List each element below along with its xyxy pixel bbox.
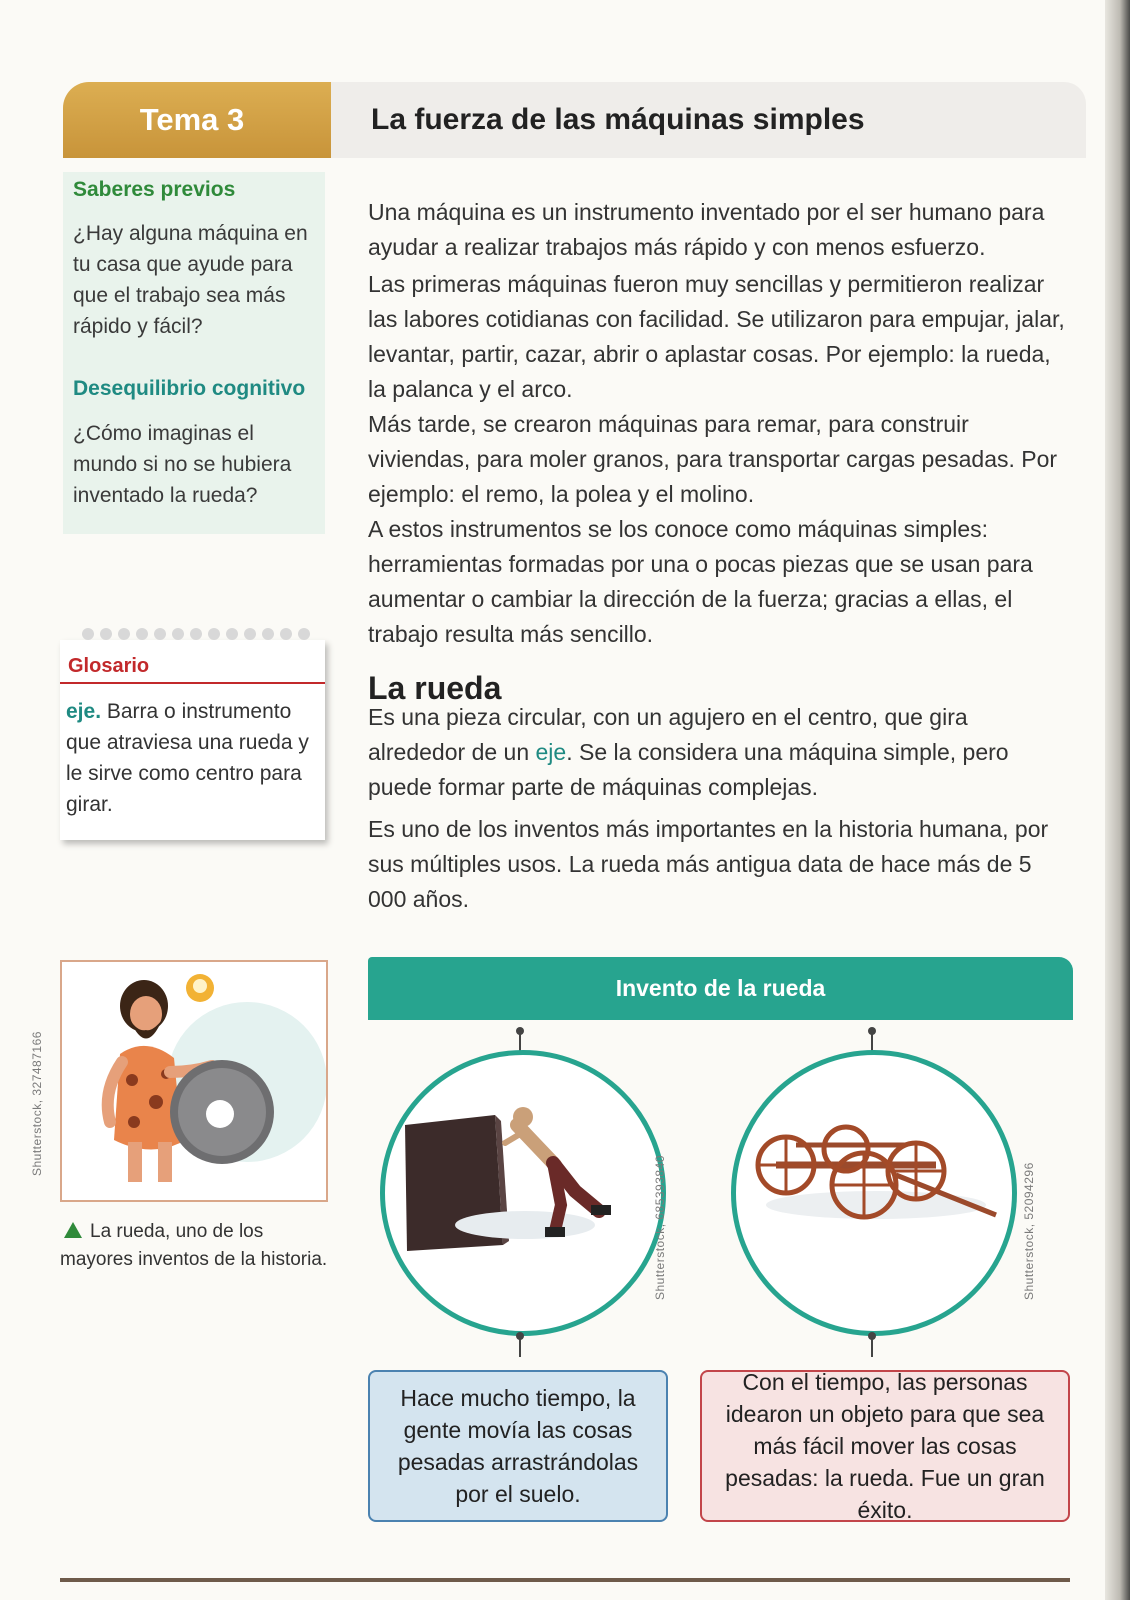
page-binding-edge xyxy=(1105,0,1130,1600)
wheeled-cart-illustration xyxy=(736,1055,1012,1331)
paragraph-5-a: Es una pieza circular, con un agujero en el centro, que gira alrededor de un xyxy=(368,704,968,765)
tema-label: Tema 3 xyxy=(139,102,245,137)
credit-left-photo: Shutterstock, 685393840 xyxy=(653,1155,667,1300)
invento-title: Invento de la rueda xyxy=(615,975,826,1001)
box-wheel-invention xyxy=(700,1370,1070,1522)
caveman-wheel-figure xyxy=(60,960,328,1202)
footer-divider xyxy=(60,1578,1070,1582)
paragraph-5-b: . Se la considera una máquina simple, pero puede formar parte de máquinas complejas. xyxy=(368,739,1009,800)
paragraph-4: A estos instrumentos se los conoce como máquinas simples: herramientas formadas por una o pocas piezas que se usan para aumentar o cambiar la dirección de la fuerza; gracias a ellas, el trabajo resulta más sencillo. xyxy=(368,516,1033,647)
saberes-text: ¿Hay alguna máquina en tu casa que ayude para que el trabajo sea más rápido y fácil? xyxy=(73,222,308,338)
page-title: La fuerza de las máquinas simples xyxy=(371,103,865,136)
glosario-definition xyxy=(66,696,318,820)
paragraph-5 xyxy=(368,700,1068,805)
caveman-illustration xyxy=(62,962,326,1200)
saberes-panel xyxy=(63,172,325,534)
glosario-definition-text: Barra o instrumento que atraviesa una rueda y le sirve como centro para girar. xyxy=(66,700,309,816)
box-right-text: Con el tiempo, las personas idearon un objeto para que sea más fácil mover las cosas pesadas: la rueda. Fue un gran éxito. xyxy=(725,1369,1045,1523)
spiral-binding-icon xyxy=(82,628,327,642)
box-past-dragging xyxy=(368,1370,668,1522)
connector-pin-bottom-right xyxy=(871,1335,873,1357)
paragraph-2: Las primeras máquinas fueron muy sencillas y permitieron realizar las labores cotidianas con facilidad. Se utilizaron para empujar, jalar, levantar, partir, cazar, abrir o aplastar cosas. Por ejemplo: la rueda, la palanca y el arco. xyxy=(368,271,1065,402)
tema-badge xyxy=(63,82,331,158)
circle-wheeled-cart xyxy=(731,1050,1017,1336)
desequilibrio-title: Desequilibrio cognitivo xyxy=(73,377,306,400)
paragraph-3: Más tarde, se crearon máquinas para remar, para construir viviendas, para moler granos, para transportar cargas pesadas. Por ejemplo: el remo, la polea y el molino. xyxy=(368,411,1058,507)
circle-dragging-rock xyxy=(380,1050,666,1336)
figure-credit: Shutterstock, 327487166 xyxy=(30,1031,44,1176)
connector-pin-top-left xyxy=(519,1030,521,1052)
paragraph-6: Es uno de los inventos más importantes en la historia humana, por sus múltiples usos. La rueda más antigua data de hace más de 5 000 años. xyxy=(368,816,1049,912)
glosario-term: eje. xyxy=(66,700,102,723)
connector-pin-bottom-left xyxy=(519,1335,521,1357)
section-heading-rueda: La rueda xyxy=(368,670,502,706)
credit-right-photo: Shutterstock, 52094296 xyxy=(1022,1162,1036,1300)
invento-header xyxy=(368,957,1073,1020)
man-pushing-rock-illustration xyxy=(385,1055,661,1331)
term-eje: eje xyxy=(535,739,567,765)
desequilibrio-text: ¿Cómo imaginas el mundo si no se hubiera inventado la rueda? xyxy=(73,422,292,507)
saberes-title: Saberes previos xyxy=(73,178,236,201)
glosario-card xyxy=(60,640,325,840)
box-left-text: Hace mucho tiempo, la gente movía las cosas pesadas arrastrándolas por el suelo. xyxy=(397,1385,639,1507)
glosario-divider xyxy=(60,682,325,684)
figure-caption: La rueda, uno de los mayores inventos de la historia. xyxy=(60,1221,328,1270)
title-bar xyxy=(331,82,1086,158)
paragraph-1: Una máquina es un instrumento inventado por el ser humano para ayudar a realizar trabajos más rápido y con menos esfuerzo. xyxy=(368,199,1045,260)
connector-pin-top-right xyxy=(871,1030,873,1052)
glosario-title: Glosario xyxy=(68,655,150,677)
